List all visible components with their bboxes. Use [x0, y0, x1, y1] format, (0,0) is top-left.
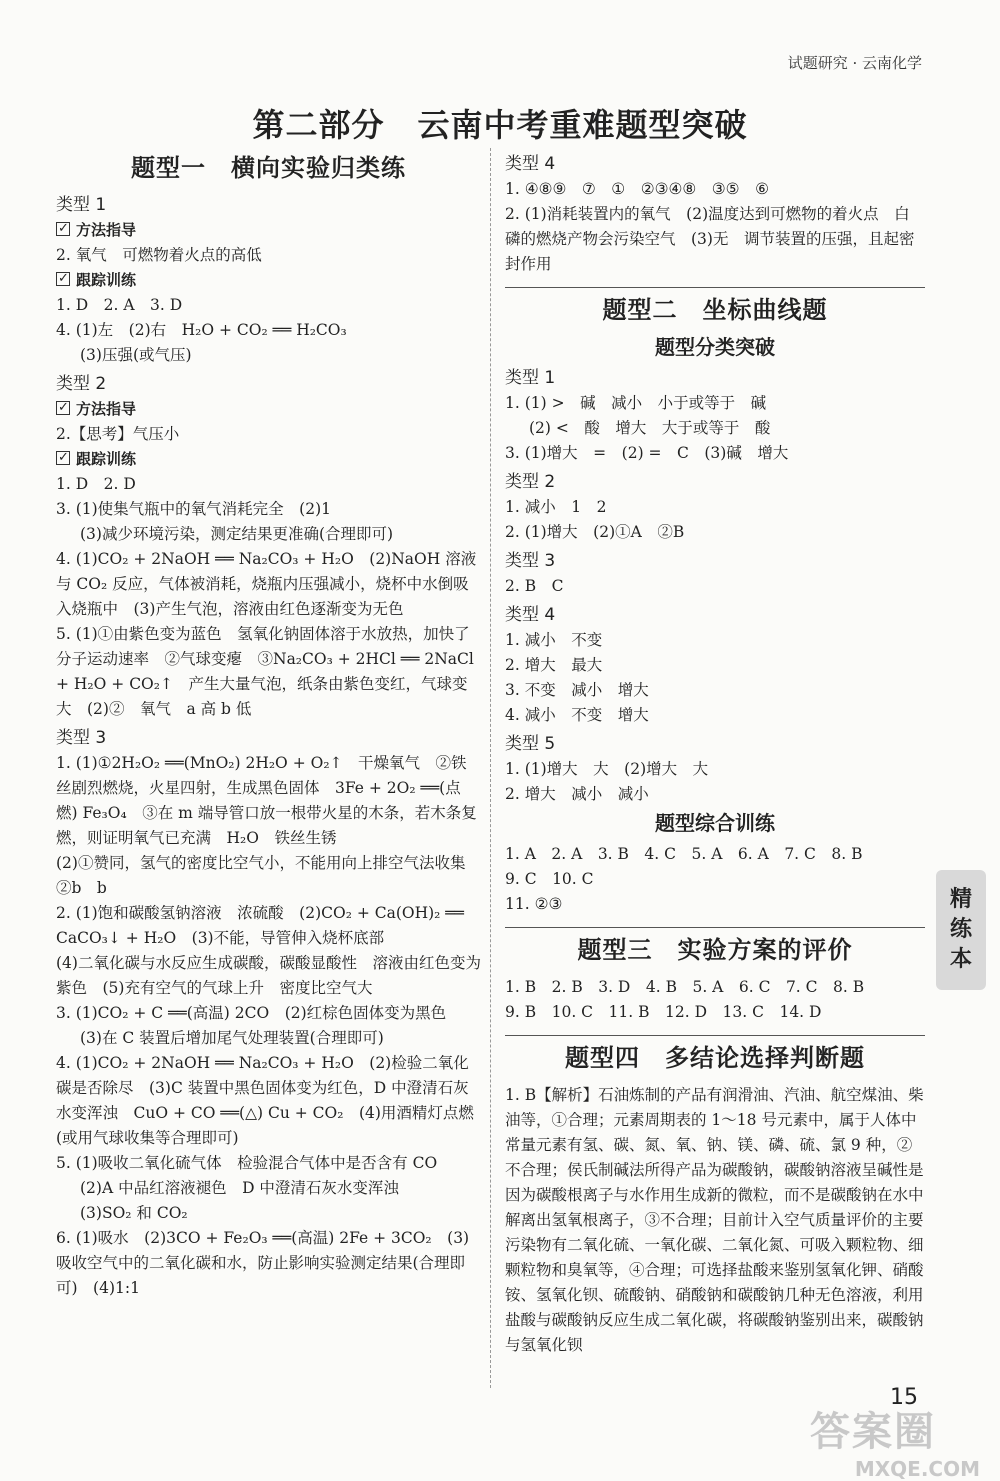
left-column [56, 148, 481, 1301]
answer-line: (3)减少环境污染，测定结果更准确(合理即可) [80, 525, 394, 543]
right-column [505, 148, 925, 1358]
answer-line: 2. 增大 最大 [505, 656, 603, 674]
type-heading: 类型 5 [505, 734, 556, 754]
answer-line: (4)二氧化碳与水反应生成碳酸，碳酸显酸性 溶液由红色变为紫色 (5)充有空气的气球上升 密度比空气大 [56, 954, 481, 997]
type-heading: 类型 4 [505, 154, 556, 174]
answer-line: 11. ②③ [505, 895, 563, 913]
answer-line: 3. 不变 减小 增大 [505, 681, 649, 699]
type-heading: 类型 1 [56, 195, 107, 215]
answer-line: 3. (1)增大 = (2) = C (3)碱 增大 [505, 444, 789, 462]
answer-line: 2. (1)饱和碳酸氢钠溶液 浓硫酸 (2)CO₂ + Ca(OH)₂ ══ CaCO₃↓ + H₂O (3)不能，导管伸入烧杯底部 [56, 904, 464, 947]
type-heading: 类型 1 [505, 368, 556, 388]
watermark [810, 1400, 980, 1481]
answer-line: 1. A 2. A 3. B 4. C 5. A 6. A 7. C 8. B [505, 845, 863, 863]
answer-line: (3)SO₂ 和 CO₂ [80, 1204, 188, 1222]
answer-line: 9. C 10. C [505, 870, 594, 888]
type-heading: 类型 4 [505, 605, 556, 625]
watermark-url: MXQE.COM [854, 1457, 980, 1481]
type-heading: 类型 2 [56, 374, 107, 394]
tracking-training-heading: ✓跟踪训练 [56, 447, 481, 472]
section-rule [505, 287, 925, 288]
type-heading: 类型 3 [56, 728, 107, 748]
watermark-text: 答案圈 [810, 1409, 936, 1455]
checkbox-icon [56, 401, 70, 415]
tracking-training-heading: ✓跟踪训练 [56, 268, 481, 293]
subsection-title: 题型分类突破 [655, 335, 775, 359]
method-guide-heading: ✓方法指导 [56, 218, 481, 243]
answer-line: 4. (1)CO₂ + 2NaOH ══ Na₂CO₃ + H₂O (2)检验二氧化碳是否除尽 (3)C 装置中黑色固体变为红色，D 中澄清石灰水变浑浊 CuO + CO ══(△) Cu + CO₂ (4)用酒精灯点燃(或用气球收集等合理即可) [56, 1054, 474, 1147]
checkbox-icon [56, 272, 70, 286]
answer-line: 2. 增大 减小 减小 [505, 785, 649, 803]
answer-line: 2. 氧气 可燃物着火点的高低 [56, 246, 262, 264]
answer-line: (3)在 C 装置后增加尾气处理装置(合理即可) [80, 1029, 384, 1047]
answer-line: 4. (1)左 (2)右 H₂O + CO₂ ══ H₂CO₃ [56, 321, 347, 339]
type-heading: 类型 3 [505, 551, 556, 571]
section-title-4: 题型四 多结论选择判断题 [565, 1044, 865, 1072]
answer-line: (2)①赞同，氢气的密度比空气小，不能用向上排空气法收集 ②b b [56, 854, 481, 897]
answer-line: 1. (1)①2H₂O₂ ══(MnO₂) 2H₂O + O₂↑ 干燥氧气 ②铁丝剧烈燃烧，火星四射，生成黑色固体 3Fe + 2O₂ ══(点燃) Fe₃O₄ ③在 m 端导管口放一根带火星的木条，若木条复燃，则证明氧气已充满 H₂O 铁丝生锈 [56, 754, 477, 847]
subsection-title: 题型综合训练 [655, 811, 775, 835]
answer-line: 3. (1)CO₂ + C ══(高温) 2CO (2)红棕色固体变为黑色 [56, 1004, 447, 1022]
answer-line: 1. (1)增大 大 (2)增大 大 [505, 760, 709, 778]
answer-line: 3. (1)使集气瓶中的氧气消耗完全 (2)1 [56, 500, 331, 518]
answer-line: 4. 减小 不变 增大 [505, 706, 649, 724]
answer-line: 1. D 2. D [56, 475, 136, 493]
type-heading: 类型 2 [505, 472, 556, 492]
checkbox-icon [56, 222, 70, 236]
answer-line: 1. D 2. A 3. D [56, 296, 183, 314]
answer-line: 5. (1)吸收二氧化硫气体 检验混合气体中是否含有 CO [56, 1154, 438, 1172]
section-rule [505, 1035, 925, 1036]
section-title-2: 题型二 坐标曲线题 [602, 296, 828, 324]
answer-line: 4. (1)CO₂ + 2NaOH ══ Na₂CO₃ + H₂O (2)NaOH 溶液与 CO₂ 反应，气体被消耗，烧瓶内压强减小，烧杯中水倒吸入烧瓶中 (3)产生气泡，溶液由红色逐渐变为无色 [56, 550, 477, 618]
answer-line: 2. (1)消耗装置内的氧气 (2)温度达到可燃物的着火点 白磷的燃烧产物会污染空气 (3)无 调节装置的压强，且起密封作用 [505, 205, 915, 273]
answer-line: 1. (1) > 碱 减小 小于或等于 碱 [505, 394, 767, 412]
page-number: 15 [890, 1385, 918, 1410]
answer-line: 1. 减小 1 2 [505, 498, 607, 516]
answer-line: 9. B 10. C 11. B 12. D 13. C 14. D [505, 1003, 822, 1021]
answer-line: 1. ④⑧⑨ ⑦ ① ②③④⑧ ③⑤ ⑥ [505, 180, 769, 198]
answer-line: 1. B 2. B 3. D 4. B 5. A 6. C 7. C 8. B [505, 978, 865, 996]
answer-line: (3)压强(或气压) [80, 346, 192, 364]
running-header: 试题研究 · 云南化学 [787, 54, 922, 72]
answer-line: 2. (1)增大 (2)①A ②B [505, 523, 685, 541]
side-tab-char: 练 [949, 917, 972, 942]
side-tab-char: 本 [949, 947, 972, 972]
side-tab [936, 870, 986, 990]
answer-line: 2. B C [505, 577, 564, 595]
answer-line: (2) < 酸 增大 大于或等于 酸 [529, 419, 771, 437]
section-title-1: 题型一 横向实验归类练 [131, 154, 406, 182]
page-title: 第二部分 云南中考重难题型突破 [252, 106, 748, 144]
answer-paragraph: 1. B【解析】石油炼制的产品有润滑油、汽油、航空煤油、柴油等，①合理；元素周期表的 1～18 号元素中，属于人体中常量元素有氢、碳、氮、氧、钠、镁、磷、硫、氯 9 种，②不合理；侯氏制碱法所得产品为碳酸钠，碳酸钠溶液呈碱性是因为碳酸根离子与水作用生成新的微粒，而不是碳酸钠在水中解离出氢氧根离子，③不合理；目前计入空气质量评价的主要污染物有二氧化硫、一氧化碳、二氧化氮、可吸入颗粒物、细颗粒物和臭氧等，④合理；可选择盐酸来鉴别氢氧化钾、硝酸铵、氢氧化钡、硫酸钠、硝酸钠和碳酸钠几种无色溶液，利用盐酸与碳酸钠反应生成二氧化碳，将碳酸钠鉴别出来，碳酸钠与氢氧化钡 [505, 1086, 924, 1354]
answer-line: 5. (1)①由紫色变为蓝色 氢氧化钠固体溶于水放热，加快了分子运动速率 ②气球变瘪 ③Na₂CO₃ + 2HCl ══ 2NaCl + H₂O + CO₂↑ 产生大量气泡，纸条由紫色变红，气球变大 (2)② 氧气 a 高 b 低 [56, 625, 474, 718]
side-tab-char: 精 [949, 887, 972, 912]
answer-line: (2)A 中品红溶液褪色 D 中澄清石灰水变浑浊 [80, 1179, 399, 1197]
answer-line: 1. 减小 不变 [505, 631, 603, 649]
checkbox-icon [56, 451, 70, 465]
method-guide-heading: ✓方法指导 [56, 397, 481, 422]
section-rule [505, 927, 925, 928]
answer-line: 2.【思考】气压小 [56, 425, 180, 443]
section-title-3: 题型三 实验方案的评价 [577, 936, 853, 964]
answer-line: 6. (1)吸水 (2)3CO + Fe₂O₃ ══(高温) 2Fe + 3CO₂ (3)吸收空气中的二氧化碳和水，防止影响实验测定结果(合理即可) (4)1:1 [56, 1229, 470, 1297]
column-divider [490, 148, 491, 1388]
